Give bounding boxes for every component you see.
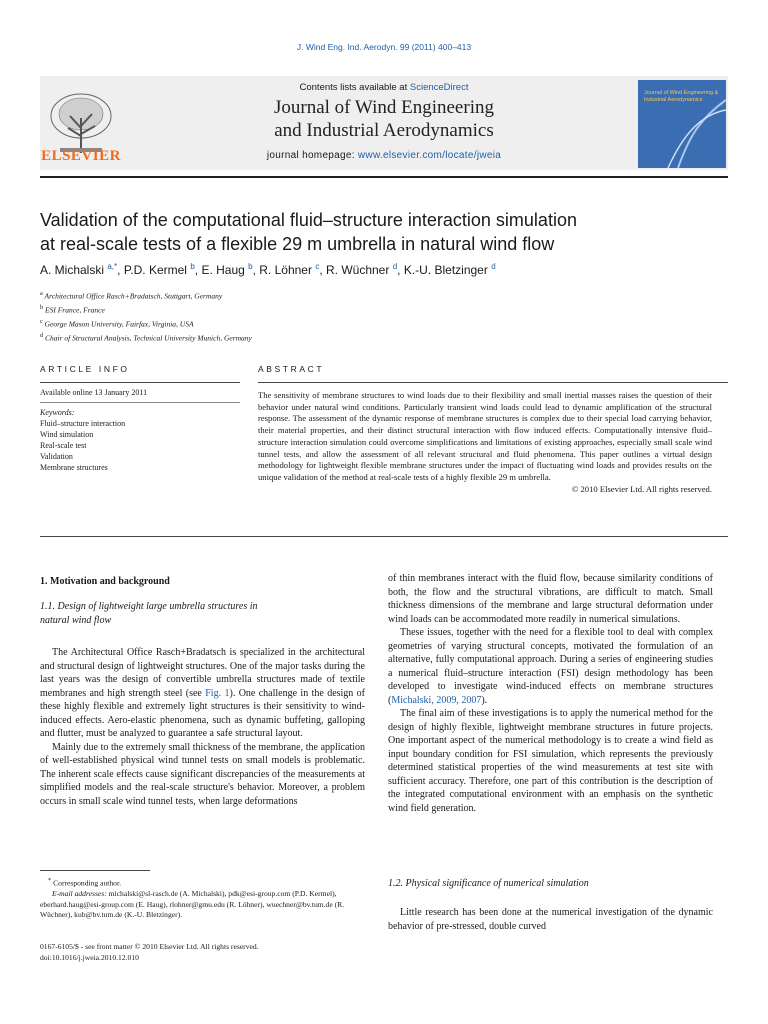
- article-title-line-2: at real-scale tests of a flexible 29 m umbrella in natural wind flow: [40, 234, 555, 254]
- affiliation-list: [40, 288, 440, 344]
- keyword: Validation: [40, 452, 73, 461]
- subsection-1-2-heading: 1.2. Physical significance of numerical simulation: [388, 878, 589, 889]
- paragraph: [40, 646, 365, 741]
- author-affiliation-marker[interactable]: d: [392, 262, 398, 271]
- abstract-heading: ABSTRACT: [258, 364, 325, 374]
- right-column: [388, 572, 713, 815]
- subsection-1-1-heading: [40, 600, 340, 627]
- publisher-name: ELSEVIER: [41, 148, 121, 164]
- paragraph: Little research has been done at the numerical investigation of the dynamic behavior of pre-stressed, double curved: [388, 907, 713, 932]
- contents-prefix: Contents lists available at: [299, 82, 410, 93]
- author-affiliation-marker[interactable]: d: [491, 262, 496, 271]
- keyword: Membrane structures: [40, 463, 108, 472]
- email-label: E-mail addresses:: [52, 889, 107, 899]
- affiliation: $^a$ Architectural Office Rasch+Bradatsch, Stuttgart, Germany: [40, 290, 223, 301]
- affiliation: $^d$ Chair of Structural Analysis, Technical University Munich, Germany: [40, 332, 252, 343]
- affiliation: $^b$ ESI France, France: [40, 304, 105, 315]
- doi-line[interactable]: doi:10.1016/j.jweia.2010.12.010: [40, 952, 139, 962]
- footnote-rule: [40, 870, 150, 871]
- info-divider: [40, 402, 240, 403]
- author-name: K.-U. Bletzinger: [403, 263, 488, 277]
- author-name: A. Michalski: [40, 263, 105, 277]
- keywords-block: [40, 407, 125, 473]
- journal-title-line-1: Journal of Wind Engineering: [274, 97, 494, 118]
- info-rule: [40, 382, 240, 383]
- author-name: R. Löhner: [259, 263, 312, 277]
- footnotes: [40, 876, 370, 921]
- paragraph: [388, 626, 713, 707]
- michalski-citation-link[interactable]: Michalski, 2009, 2007: [391, 694, 482, 706]
- cover-title: Journal of Wind Engineering & Industrial Aerodynamics: [644, 90, 719, 103]
- corresponding-author-note: * Corresponding author.: [48, 877, 121, 888]
- journal-title-line-2: and Industrial Aerodynamics: [274, 120, 494, 141]
- article-info-heading: ARTICLE INFO: [40, 364, 130, 374]
- subsection-1-1-line-2: natural wind flow: [40, 614, 112, 626]
- keyword: Wind simulation: [40, 430, 94, 439]
- right-column-continued: [388, 906, 713, 933]
- keyword: Fluid–structure interaction: [40, 419, 126, 428]
- citation-line[interactable]: J. Wind Eng. Ind. Aerodyn. 99 (2011) 400–413: [296, 42, 472, 52]
- issn-line: 0167-6105/$ - see front matter © 2010 Elsevier Ltd. All rights reserved.: [40, 942, 259, 951]
- abstract-rule: [258, 382, 728, 383]
- paragraph: Mainly due to the extremely small thickness of the membrane, the application of well-established physical wind tunnel tests on small models is problematic. The inherent scale effects cause significant discrepancies of the measurements at simplified models and the real-scale structure's behavior. Moreover, a problem occurs in small scale wind tunnel tests, when large deformations: [40, 741, 365, 807]
- author-affiliation-marker[interactable]: b: [248, 262, 253, 271]
- author-name: P.D. Kermel: [123, 263, 187, 277]
- cover-graphic: [638, 80, 726, 168]
- author-list: A. Michalski $^{a,*}$, P.D. Kermel $^b$, E. Haug $^b$, R. Löhner $^c$, R. Wüchner $^d$, K.-U. Bletzinger $^d$: [40, 262, 496, 277]
- abstract-copyright: © 2010 Elsevier Ltd. All rights reserved.: [571, 483, 712, 494]
- article-title: [40, 208, 728, 256]
- corresponding-author-text: Corresponding author.: [53, 878, 121, 888]
- keywords-label: Keywords:: [40, 408, 75, 417]
- email-list[interactable]: michalski@sl-rasch.de (A. Michalski), pdk@esi-group.com (P.D. Kermel), eberhard.haug@esi-group.com (E. Haug), rlohner@gmu.edu (R. Löhner), wuechner@bv.tum.de (R. Wüchner), kub@bv.tum.de (K.-U. Bletzinger).: [40, 889, 345, 920]
- paragraph-text: These issues, together with the need for a flexible tool to deal with complex geometries of varying structural concepts, motivated the formulation of an alternative, fully computational approach. During a series of engineering studies a numerical fluid–structure interaction (FSI) design methodology has been developed to investigate wind-induced effects on membrane structures (: [388, 627, 713, 706]
- section-1-heading: 1. Motivation and background: [40, 576, 170, 587]
- homepage-prefix: journal homepage:: [266, 150, 358, 161]
- email-addresses: [40, 889, 370, 921]
- affiliation: $^c$ George Mason University, Fairfax, Virginia, USA: [40, 318, 194, 329]
- header-rule: [40, 176, 728, 178]
- homepage-link[interactable]: www.elsevier.com/locate/jweia: [357, 150, 502, 161]
- sciencedirect-link[interactable]: ScienceDirect: [409, 82, 469, 93]
- abstract-text: [258, 390, 712, 495]
- abstract-body: The sensitivity of membrane structures to wind loads due to their flexibility and small inertial masses raises the question of their behavior under natural wind conditions. Particularly transient wind loads could lead to dynamic amplification of the structural response. The assessment of the dynamic response of membrane structures is complex due to their special load carrying behavior, their material properties, and their distinct structural interaction with flow induced effects. Computationally intensive fluid–structure interaction simulation could overcome simplifications and limitations of existing approaches, especially small scale wind tunnel tests, and allow the assessment of all relevant structural and fluid phenomena. This paper outlines a virtual design methodology for lightweight flexible membrane structures under the impact of fluctuating wind loads and provides results on the unique validation of the method at real-scale tests of a highly flexible 29 m umbrella.: [258, 390, 712, 482]
- author-affiliation-marker[interactable]: b: [190, 262, 195, 271]
- journal-cover-thumbnail[interactable]: [638, 80, 726, 168]
- left-column: [40, 646, 365, 808]
- abstract-bottom-rule: [40, 536, 728, 537]
- figure-1-link[interactable]: Fig. 1: [205, 687, 230, 699]
- available-online: Available online 13 January 2011: [40, 388, 148, 397]
- author-affiliation-marker[interactable]: c: [315, 262, 320, 271]
- author-name: R. Wüchner: [325, 263, 390, 277]
- keyword: Real-scale test: [40, 441, 87, 450]
- paragraph-text: The Architectural Office Rasch+Bradatsch is specialized in the architectural and structural design of lightweight structures. One of the major tasks during the last years was the design of convertible umbrella structures made of textile membranes and high strength steel (see: [40, 647, 365, 699]
- subsection-1-1-line-1: 1.1. Design of lightweight large umbrella structures in: [40, 601, 258, 612]
- paragraph-text: ). One challenge in the design of these highly flexible and extremely light structures is their sensitivity to wind-induced effects. Aero-elastic phenomena, such as dynamic buffeting, galloping and flutter, must be analyzed to guarantee a safe structural layout.: [40, 687, 366, 739]
- article-title-line-1: Validation of the computational fluid–structure interaction simulation: [40, 210, 577, 230]
- keyword-list: [40, 418, 125, 473]
- paragraph-text: ).: [481, 694, 488, 706]
- paragraph: of thin membranes interact with the fluid flow, because similarity conditions of both, the flow and the structural vibrations, are difficult to match. Small thickness dimensions of the membrane and large structural deformation under wind loads can be accommodated more readily in numerical simulations.: [388, 573, 713, 625]
- author-name: E. Haug: [201, 263, 245, 277]
- author-affiliation-marker[interactable]: a,*: [107, 262, 118, 271]
- issn-block: [40, 942, 370, 963]
- paragraph: The final aim of these investigations is to apply the numerical method for the design of highly flexible, lightweight membrane structures in future projects. One important aspect of the numerical methodology is to create a wind field as input boundary condition for FSI simulation, which represents the previously determined statistical properties of the wind measurements at test site with sufficient accuracy. Therefore, one part of this contribution is the description of the integrated computational environment with an emphasis on the synthetic wind field generation.: [388, 708, 713, 814]
